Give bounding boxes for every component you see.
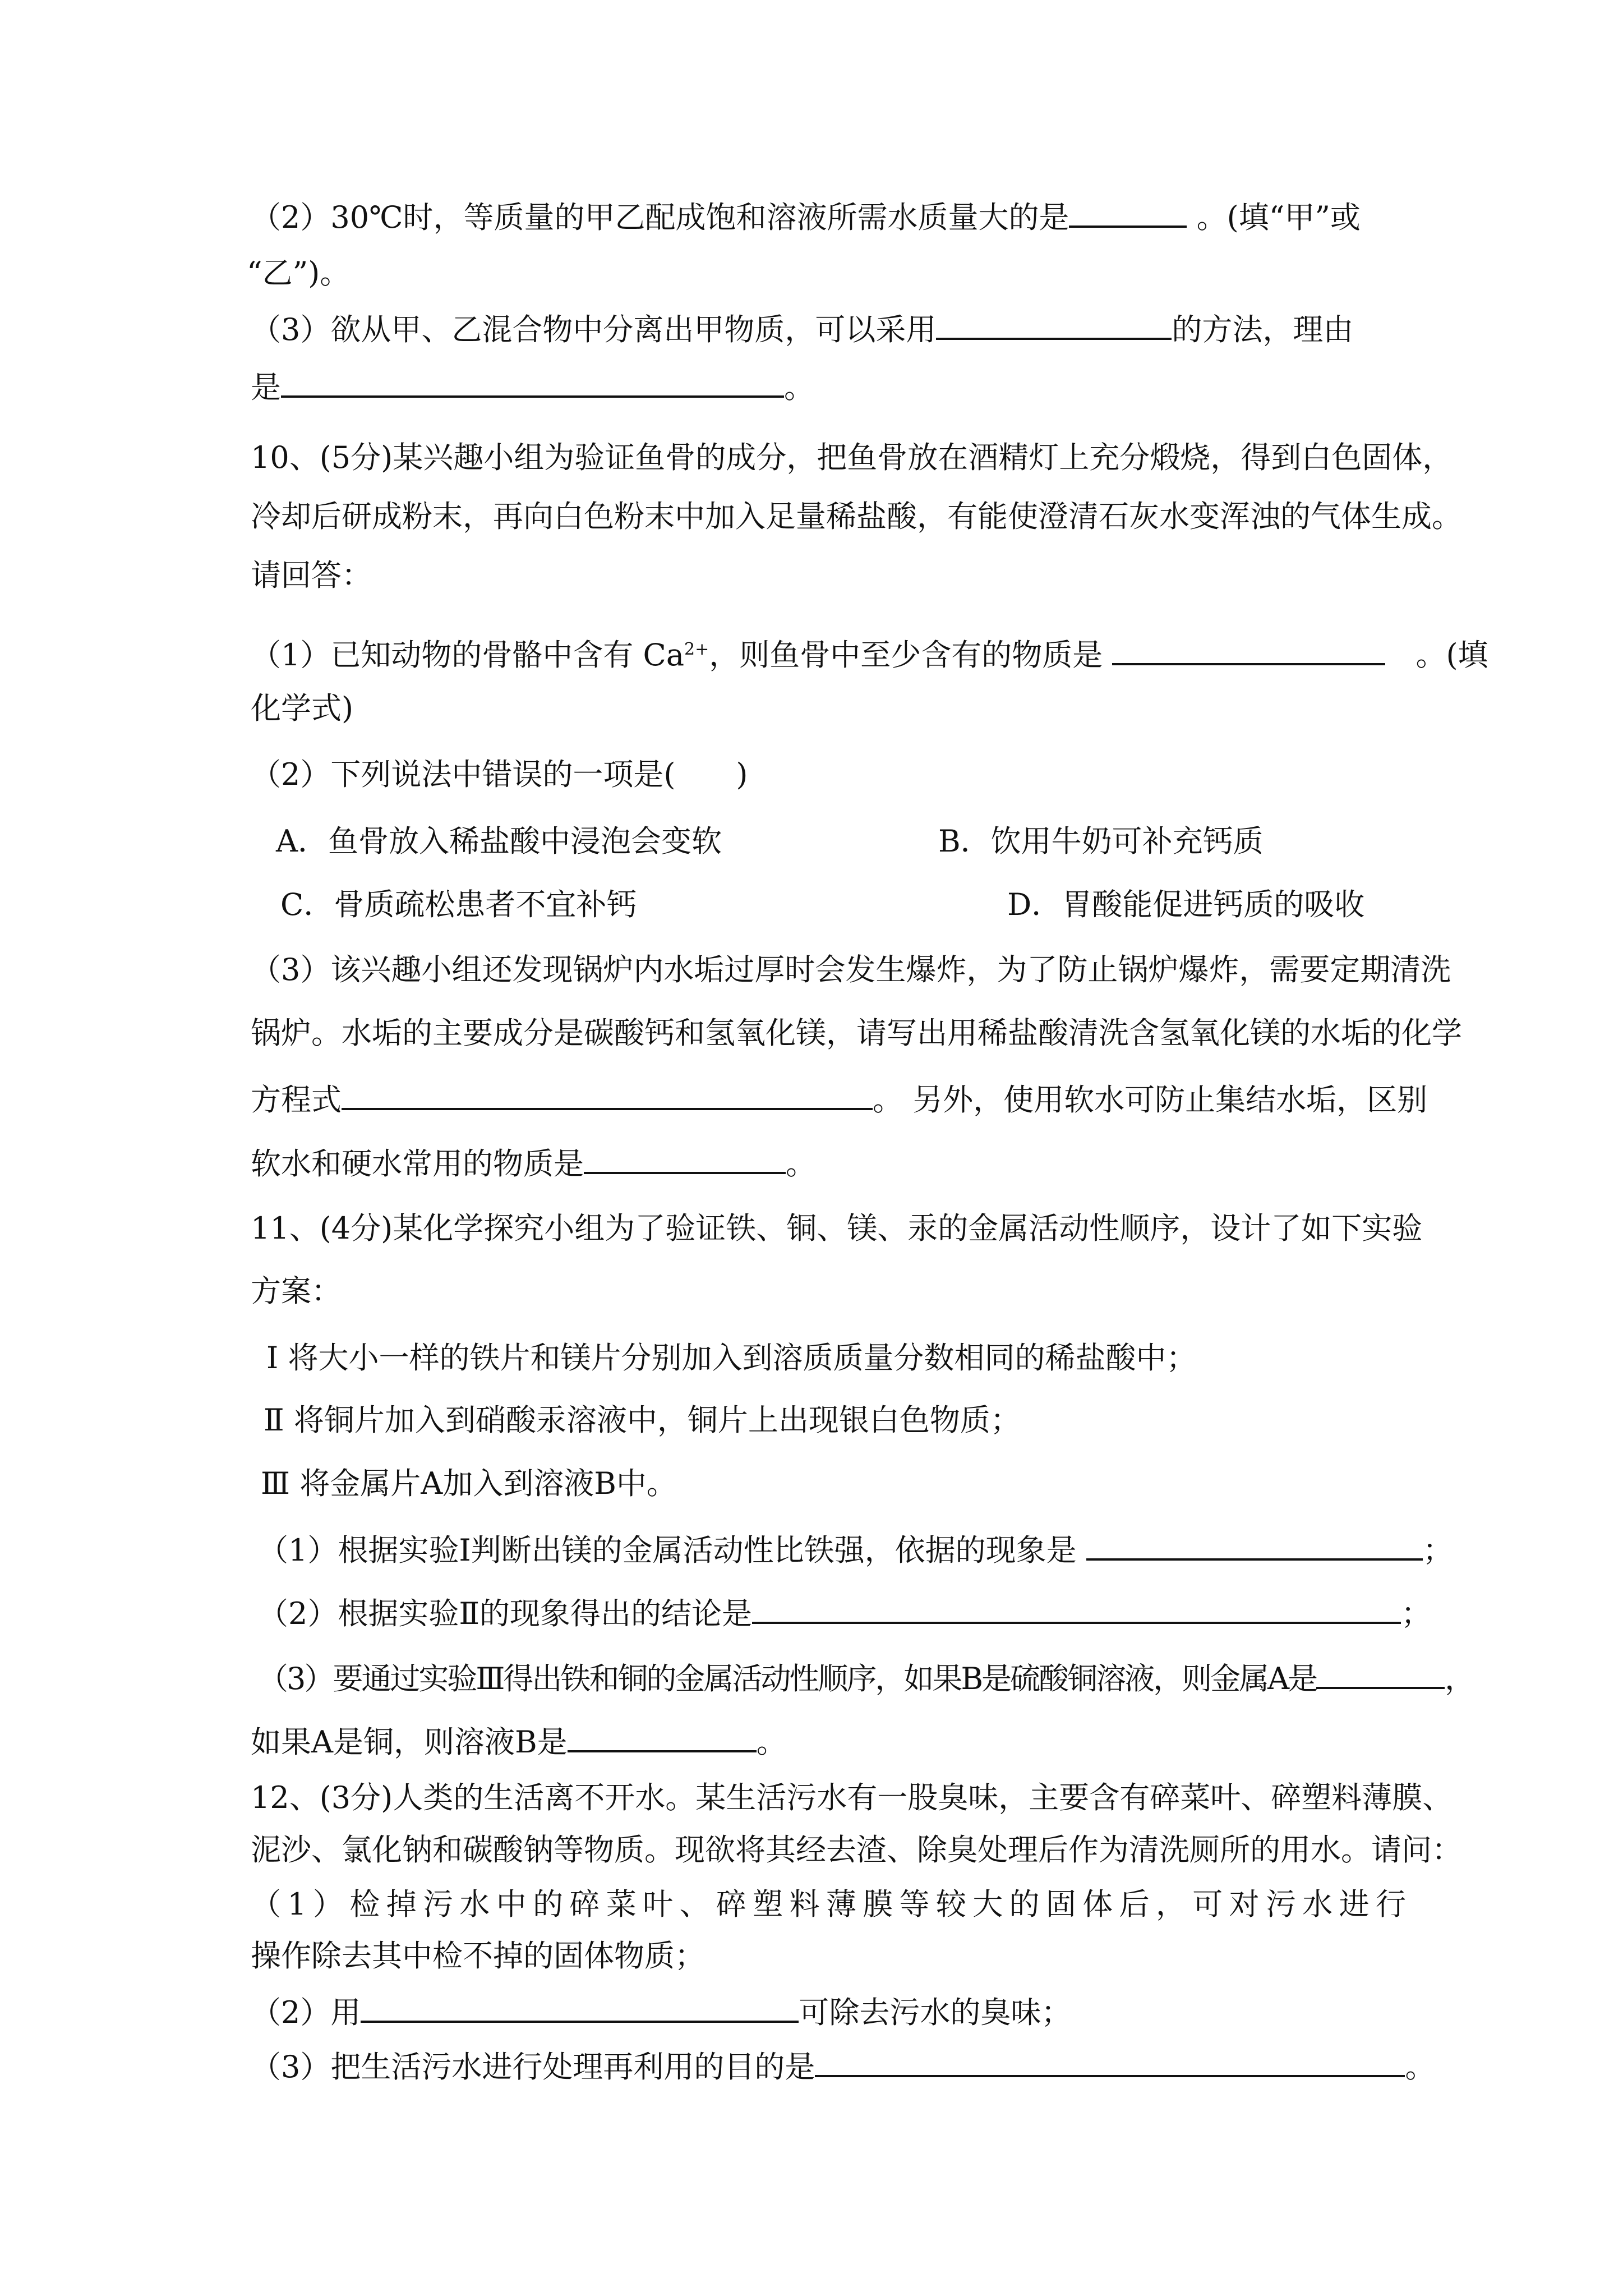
text: 。 xyxy=(1405,2049,1436,2085)
text: 。 另外，使用软水可防止集结水垢，区别 xyxy=(873,1082,1428,1117)
answer-blank[interactable] xyxy=(361,1993,799,2023)
q11-part1 xyxy=(258,1530,1453,1570)
answer-blank[interactable] xyxy=(1316,1659,1445,1689)
text: 是 xyxy=(251,370,281,405)
q9-part3-line1 xyxy=(251,310,1353,349)
q9-part2-line2: “乙”)。 xyxy=(247,255,351,291)
text: 。 xyxy=(784,370,814,405)
text: （2）30℃时，等质量的甲乙配成饱和溶液所需水质量大的是 xyxy=(251,200,1069,235)
text: （1）根据实验Ⅰ判断出镁的金属活动性比铁强，依据的现象是 xyxy=(258,1533,1086,1568)
answer-blank[interactable] xyxy=(584,1144,786,1174)
q12-part1-line1: （1）检掉污水中的碎菜叶、碎塑料薄膜等较大的固体后，可对污水进行 xyxy=(251,1887,1406,1922)
q10-part1-line1 xyxy=(251,630,1488,675)
text: 如果A是铜，则溶液B是 xyxy=(251,1724,568,1760)
q10-part1-line2: 化学式) xyxy=(251,691,354,726)
q12-stem-1: 12、(3分)人类的生活离不开水。某生活污水有一股臭味，主要含有碎菜叶、碎塑料薄膜、 xyxy=(251,1780,1453,1815)
option-a[interactable]: A．鱼骨放入稀盐酸中浸泡会变软 xyxy=(276,823,722,859)
q10-part3-line1: （3）该兴趣小组还发现锅炉内水垢过厚时会发生爆炸，为了防止锅炉爆炸，需要定期清洗 xyxy=(251,952,1451,987)
text: 方程式 xyxy=(251,1082,342,1117)
q9-part3-line2 xyxy=(251,367,814,407)
answer-blank[interactable] xyxy=(1069,197,1187,228)
q11-experiment-2: Ⅱ 将铜片加入到硝酸汞溶液中，铜片上出现银白色物质； xyxy=(264,1402,1021,1438)
q10-part2: （2）下列说法中错误的一项是( ) xyxy=(251,757,748,792)
answer-blank[interactable] xyxy=(342,1080,873,1110)
q12-part2 xyxy=(251,1993,1071,2032)
q9-part2-line1 xyxy=(251,197,1361,237)
superscript: 2+ xyxy=(684,639,709,659)
q10-stem-3: 请回答： xyxy=(251,558,372,593)
answer-blank[interactable] xyxy=(815,2047,1405,2077)
q10-part3-line4 xyxy=(251,1144,816,1184)
text: （3）要通过实验Ⅲ得出铁和铜的金属活动性顺序，如果B是硫酸铜溶液，则金属A是 xyxy=(258,1661,1317,1696)
text: （1）已知动物的骨骼中含有 Ca xyxy=(251,637,685,673)
q11-part3-line2 xyxy=(251,1722,787,1762)
q11-stem-1: 11、(4分)某化学探究小组为了验证铁、铜、镁、汞的金属活动性顺序，设计了如下实验 xyxy=(251,1211,1423,1246)
text: 软水和硬水常用的物质是 xyxy=(251,1146,584,1181)
q11-part3-line1 xyxy=(258,1659,1473,1699)
option-c[interactable]: C．骨质疏松患者不宜补钙 xyxy=(280,887,637,922)
q10-stem-2: 冷却后研成粉末，再向白色粉末中加入足量稀盐酸，有能使澄清石灰水变浑浊的气体生成。 xyxy=(251,499,1462,534)
text: （3）把生活污水进行处理再利用的目的是 xyxy=(251,2049,815,2085)
text: 。 xyxy=(756,1724,787,1760)
text: 。(填 xyxy=(1385,637,1488,673)
q10-part3-line2: 锅炉。水垢的主要成分是碳酸钙和氢氧化镁，请写出用稀盐酸清洗含氢氧化镁的水垢的化学 xyxy=(251,1015,1462,1051)
text: 。(填“甲”或 xyxy=(1187,200,1361,235)
answer-blank[interactable] xyxy=(936,310,1172,340)
q12-part3 xyxy=(251,2047,1435,2087)
answer-blank[interactable] xyxy=(568,1722,757,1752)
answer-blank[interactable] xyxy=(1112,635,1385,665)
text: ，则鱼骨中至少含有的物质是 xyxy=(709,637,1113,673)
text: （2）根据实验Ⅱ的现象得出的结论是 xyxy=(258,1596,753,1631)
answer-blank[interactable] xyxy=(1086,1530,1423,1561)
q12-stem-2: 泥沙、氯化钠和碳酸钠等物质。现欲将其经去渣、除臭处理后作为清洗厕所的用水。请问： xyxy=(251,1832,1462,1867)
q11-experiment-3: Ⅲ 将金属片A加入到溶液B中。 xyxy=(261,1466,677,1501)
text: 的方法，理由 xyxy=(1172,312,1354,347)
q11-experiment-1: Ⅰ 将大小一样的铁片和镁片分别加入到溶质质量分数相同的稀盐酸中； xyxy=(266,1340,1197,1375)
text: 。 xyxy=(786,1146,816,1181)
answer-blank[interactable] xyxy=(281,367,784,398)
option-b[interactable]: B．饮用牛奶可补充钙质 xyxy=(938,823,1264,859)
q10-part3-line3 xyxy=(251,1080,1427,1120)
text: ； xyxy=(1422,1533,1453,1568)
answer-blank[interactable] xyxy=(752,1594,1401,1624)
q10-stem-1: 10、(5分)某兴趣小组为验证鱼骨的成分，把鱼骨放在酒精灯上充分煅烧，得到白色固体， xyxy=(251,440,1453,475)
text: （2）用 xyxy=(251,1995,361,2030)
text: （3）欲从甲、乙混合物中分离出甲物质，可以采用 xyxy=(251,312,937,347)
q11-part2 xyxy=(258,1594,1431,1634)
text: ； xyxy=(1401,1596,1432,1631)
text: 可除去污水的臭味； xyxy=(799,1995,1072,2030)
q11-stem-2: 方案： xyxy=(251,1273,342,1309)
text: ， xyxy=(1445,1661,1474,1696)
option-d[interactable]: D．胃酸能促进钙质的吸收 xyxy=(1007,887,1365,922)
q12-part1-line2: 操作除去其中检不掉的固体物质； xyxy=(251,1938,705,1973)
